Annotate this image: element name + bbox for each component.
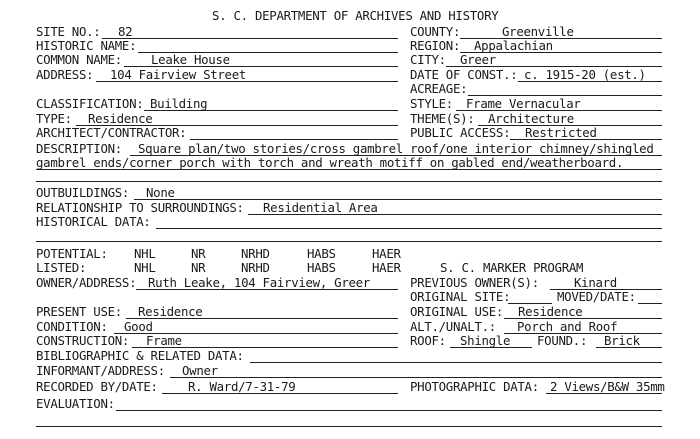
- county-label: COUNTY:: [410, 24, 461, 39]
- address-value: 104 Fairview Street: [110, 67, 247, 82]
- address-line: [96, 81, 398, 82]
- themes-value: Architecture: [488, 111, 574, 126]
- bibliographic-label: BIBLIOGRAPHIC & RELATED DATA:: [36, 348, 244, 363]
- potential-nhl: NHL: [134, 246, 156, 261]
- recorded-by-line: [162, 393, 398, 394]
- owner-address-line: [136, 289, 398, 290]
- potential-habs: HABS: [307, 246, 336, 261]
- alt-unalt-label: ALT./UNALT.:: [410, 319, 496, 334]
- listed-label: LISTED:: [36, 260, 87, 275]
- present-use-line: [126, 318, 398, 319]
- original-site-label: ORIGINAL SITE:: [410, 289, 511, 304]
- evaluation-label: EVALUATION:: [36, 396, 115, 411]
- informant-value: Owner: [182, 363, 218, 378]
- architect-label: ARCHITECT/CONTRACTOR:: [36, 125, 187, 140]
- site-no-label: SITE NO.:: [36, 24, 101, 39]
- type-label: TYPE:: [36, 111, 72, 126]
- city-label: CITY:: [410, 52, 446, 67]
- potential-label: POTENTIAL:: [36, 246, 108, 261]
- relationship-line: [248, 214, 662, 215]
- description-underline-2: [36, 169, 662, 170]
- common-name-label: COMMON NAME:: [36, 52, 122, 67]
- present-use-value: Residence: [138, 304, 203, 319]
- outbuildings-value: None: [146, 185, 175, 200]
- found-label: FOUND.:: [537, 333, 588, 348]
- date-const-label: DATE OF CONST.:: [410, 67, 518, 82]
- outbuildings-label: OUTBUILDINGS:: [36, 185, 130, 200]
- evaluation-line: [116, 410, 662, 411]
- common-name-value: Leake House: [151, 52, 230, 67]
- historical-data-line-2: [36, 241, 662, 242]
- informant-line: [170, 377, 662, 378]
- architect-line: [190, 139, 398, 140]
- photographic-label: PHOTOGRAPHIC DATA:: [410, 379, 539, 394]
- site-no-value: 82: [118, 24, 133, 39]
- photographic-value: 2 Views/B&W 35mm: [550, 379, 665, 394]
- potential-nr: NR: [191, 246, 206, 261]
- listed-nrhd: NRHD: [241, 260, 270, 275]
- moved-date-label: MOVED/DATE:: [557, 289, 636, 304]
- owner-address-value: Ruth Leake, 104 Fairview, Greer: [148, 275, 370, 290]
- potential-nrhd: NRHD: [241, 246, 270, 261]
- found-line: [596, 347, 662, 348]
- description-label: DESCRIPTION:: [36, 141, 122, 156]
- address-label: ADDRESS:: [36, 67, 94, 82]
- public-access-line: [510, 139, 662, 140]
- classification-value: Building: [150, 96, 208, 111]
- description-line2: gambrel ends/corner porch with torch and wreath motiff on gabled end/weatherboard.: [36, 155, 624, 170]
- type-value: Residence: [88, 111, 153, 126]
- alt-unalt-value: Porch and Roof: [517, 319, 618, 334]
- style-label: STYLE:: [410, 96, 453, 111]
- original-use-label: ORIGINAL USE:: [410, 304, 504, 319]
- form-header: S. C. DEPARTMENT OF ARCHIVES AND HISTORY: [212, 8, 499, 23]
- themes-label: THEME(S):: [410, 111, 475, 126]
- construction-label: CONSTRUCTION:: [36, 333, 130, 348]
- roof-line: [450, 347, 532, 348]
- marker-program-title: S. C. MARKER PROGRAM: [440, 260, 584, 275]
- previous-owners-label: PREVIOUS OWNER(S):: [410, 275, 539, 290]
- public-access-label: PUBLIC ACCESS:: [410, 125, 511, 140]
- relationship-label: RELATIONSHIP TO SURROUNDINGS:: [36, 200, 244, 215]
- original-use-value: Residence: [518, 304, 583, 319]
- moved-date-line: [638, 303, 662, 304]
- roof-value: Shingle: [460, 333, 511, 348]
- listed-habs: HABS: [307, 260, 336, 275]
- section-divider-1: [36, 181, 662, 182]
- found-value: Brick: [604, 333, 640, 348]
- bibliographic-line: [250, 362, 662, 363]
- region-label: REGION:: [410, 38, 461, 53]
- relationship-value: Residential Area: [263, 200, 378, 215]
- public-access-value: Restricted: [525, 125, 597, 140]
- site-no-line: [102, 38, 398, 39]
- owner-address-label: OWNER/ADDRESS:: [36, 275, 137, 290]
- previous-owners-value: Kinard: [574, 275, 617, 290]
- acreage-label: ACREAGE:: [410, 81, 468, 96]
- historic-name-label: HISTORIC NAME:: [36, 38, 137, 53]
- county-value: Greenville: [502, 24, 574, 39]
- date-const-line: [518, 81, 662, 82]
- construction-value: Frame: [146, 333, 182, 348]
- recorded-by-label: RECORDED BY/DATE:: [36, 379, 158, 394]
- region-value: Appalachian: [474, 38, 553, 53]
- condition-value: Good: [124, 319, 153, 334]
- roof-label: ROOF:: [410, 333, 446, 348]
- evaluation-line-2: [36, 426, 662, 427]
- city-value: Greer: [460, 52, 496, 67]
- date-const-value: c. 1915-20 (est.): [524, 67, 646, 82]
- description-line1: Square plan/two stories/cross gambrel roof/one interior chimney/shingled: [138, 141, 654, 156]
- photographic-line: [546, 393, 662, 394]
- recorded-by-value: R. Ward/7-31-79: [188, 379, 296, 394]
- classification-label: CLASSIFICATION:: [36, 96, 144, 111]
- classification-line: [144, 110, 398, 111]
- informant-label: INFORMANT/ADDRESS:: [36, 363, 165, 378]
- condition-label: CONDITION:: [36, 319, 108, 334]
- listed-nr: NR: [191, 260, 206, 275]
- listed-nhl: NHL: [134, 260, 156, 275]
- listed-haer: HAER: [372, 260, 401, 275]
- present-use-label: PRESENT USE:: [36, 304, 122, 319]
- historical-data-line: [156, 228, 662, 229]
- potential-haer: HAER: [372, 246, 401, 261]
- historical-data-label: HISTORICAL DATA:: [36, 214, 151, 229]
- style-value: Frame Vernacular: [466, 96, 581, 111]
